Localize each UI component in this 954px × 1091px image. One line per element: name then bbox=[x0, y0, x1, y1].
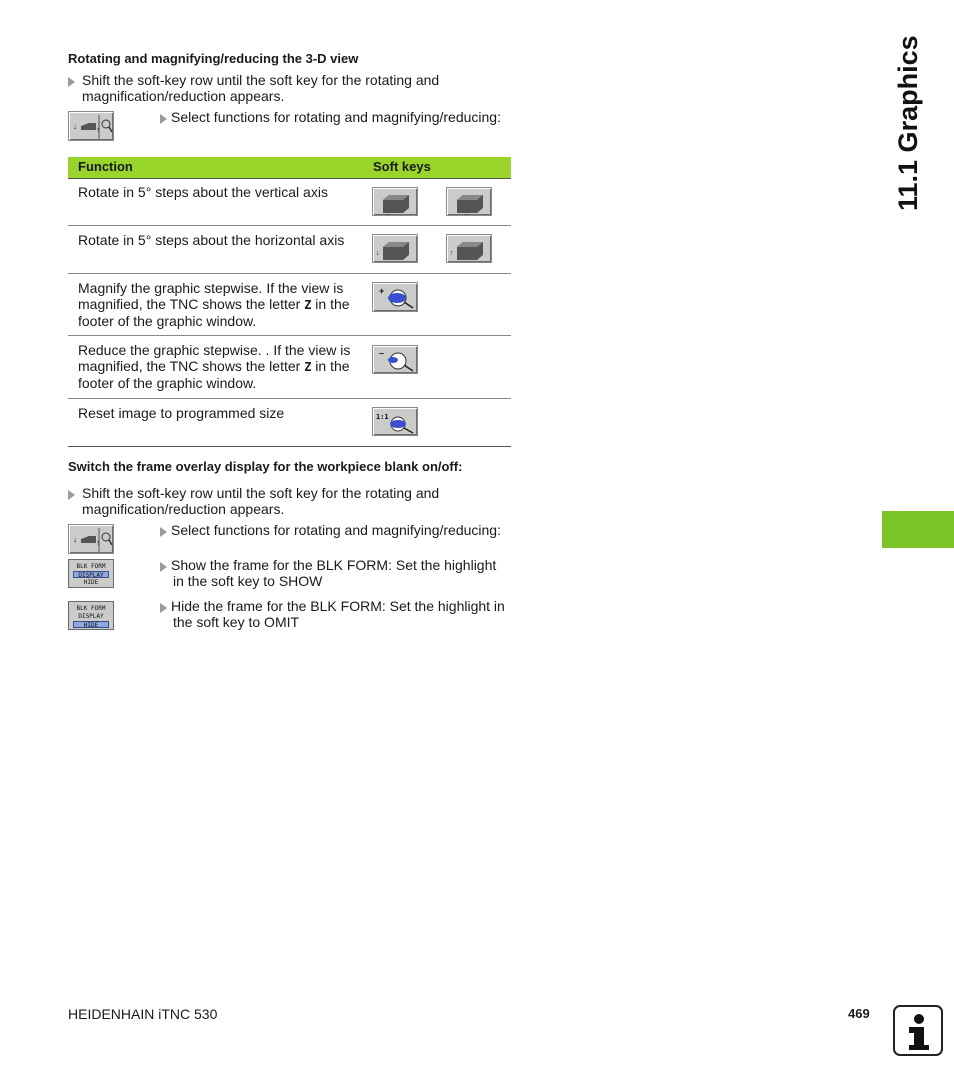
step-shift-softkey-row: Shift the soft-key row until the soft key for the rotating and magnification/reduction appears. bbox=[82, 72, 440, 104]
svg-text:–: – bbox=[379, 348, 385, 358]
info-icon bbox=[893, 1005, 943, 1056]
magnify-text-b: in the footer of the graphic window. bbox=[78, 296, 350, 329]
blk-form-display-softkey-hide[interactable] bbox=[68, 601, 114, 630]
column-header-softkeys: Soft keys bbox=[373, 159, 431, 174]
blk-form-display-softkey-show[interactable] bbox=[68, 559, 114, 588]
table-row-divider bbox=[68, 335, 511, 336]
table-row-reduce bbox=[78, 342, 363, 391]
section-heading-rotate: Rotating and magnifying/reducing the 3-D view bbox=[68, 51, 359, 66]
svg-text:↑: ↑ bbox=[96, 125, 100, 134]
table-header bbox=[68, 157, 511, 178]
table-row-divider bbox=[68, 398, 511, 399]
step-hide-frame-line2: the soft key to OMIT bbox=[173, 614, 300, 630]
bullet-arrow-icon bbox=[160, 559, 167, 577]
svg-text:←: ← bbox=[385, 211, 391, 217]
table-row-rotate-horizontal: Rotate in 5° steps about the horizontal axis bbox=[78, 232, 345, 248]
table-bottom-border bbox=[68, 446, 511, 447]
chapter-side-tab bbox=[882, 511, 954, 548]
column-header-function: Function bbox=[78, 159, 133, 174]
magnify-text-a: Magnify the graphic stepwise. If the view is magnified, the TNC shows the letter bbox=[78, 280, 344, 312]
bullet-arrow-icon bbox=[68, 487, 75, 505]
step-hide-frame-line1: Hide the frame for the BLK FORM: Set the highlight in bbox=[171, 598, 505, 614]
svg-text:↓: ↓ bbox=[73, 122, 77, 131]
section-heading-frame-overlay: Switch the frame overlay display for the workpiece blank on/off: bbox=[68, 459, 463, 474]
table-row-divider bbox=[68, 225, 511, 226]
svg-text:↑: ↑ bbox=[450, 250, 454, 257]
svg-text:→: → bbox=[463, 211, 469, 217]
svg-text:↑: ↑ bbox=[96, 538, 100, 547]
reduce-letter: Z bbox=[304, 360, 312, 374]
blk-softkey-line2: DISPLAY bbox=[78, 613, 104, 620]
table-row-divider bbox=[68, 178, 511, 179]
blk-softkey-line3: HIDE bbox=[73, 621, 109, 628]
step-shift-softkey-row-2: Shift the soft-key row until the soft key for the rotating and magnification/reduction appears. bbox=[82, 485, 440, 517]
rotate-down-softkey-icon[interactable] bbox=[372, 234, 418, 263]
rotate-magnify-softkey-2[interactable] bbox=[68, 524, 114, 554]
step-select-functions-2: Select functions for rotating and magnifying/reducing: bbox=[171, 522, 501, 538]
rotate-left-softkey-icon[interactable] bbox=[372, 187, 418, 216]
rotate-right-softkey-icon[interactable] bbox=[446, 187, 492, 216]
reduce-text-a: Reduce the graphic stepwise. . If the view is magnified, the TNC shows the letter bbox=[78, 342, 351, 374]
bullet-arrow-icon bbox=[160, 111, 167, 129]
blk-softkey-line3: HIDE bbox=[83, 579, 99, 586]
svg-text:1:1: 1:1 bbox=[376, 413, 389, 421]
reduce-softkey-icon[interactable] bbox=[372, 345, 418, 374]
step-show-frame-line2: in the soft key to SHOW bbox=[173, 573, 323, 589]
rotate-up-softkey-icon[interactable] bbox=[446, 234, 492, 263]
bullet-arrow-icon bbox=[68, 74, 75, 92]
bullet-arrow-icon bbox=[160, 600, 167, 618]
step-show-frame-line1: Show the frame for the BLK FORM: Set the highlight bbox=[171, 557, 497, 573]
blk-softkey-line1: BLK FORM bbox=[76, 563, 106, 570]
table-row-divider bbox=[68, 273, 511, 274]
reduce-text-b: in the footer of the graphic window. bbox=[78, 358, 350, 391]
svg-text:+: + bbox=[379, 286, 385, 296]
footer-product-name: HEIDENHAIN iTNC 530 bbox=[68, 1006, 218, 1022]
svg-text:↓: ↓ bbox=[73, 535, 77, 544]
table-row-rotate-vertical: Rotate in 5° steps about the vertical axis bbox=[78, 184, 328, 200]
reset-size-softkey-icon[interactable] bbox=[372, 407, 418, 436]
table-row-reset: Reset image to programmed size bbox=[78, 405, 285, 421]
svg-text:↓: ↓ bbox=[376, 250, 380, 257]
bullet-arrow-icon bbox=[160, 524, 167, 542]
step-select-functions: Select functions for rotating and magnifying/reducing: bbox=[171, 109, 501, 125]
blk-softkey-line2: DISPLAY bbox=[73, 571, 109, 578]
rotate-magnify-softkey[interactable] bbox=[68, 111, 114, 141]
page-number: 469 bbox=[848, 1006, 870, 1021]
chapter-side-title: 11.1 Graphics bbox=[893, 35, 923, 211]
table-row-magnify bbox=[78, 280, 363, 329]
blk-softkey-line1: BLK FORM bbox=[76, 605, 106, 612]
magnify-softkey-icon[interactable] bbox=[372, 282, 418, 312]
magnify-letter: Z bbox=[304, 298, 312, 312]
